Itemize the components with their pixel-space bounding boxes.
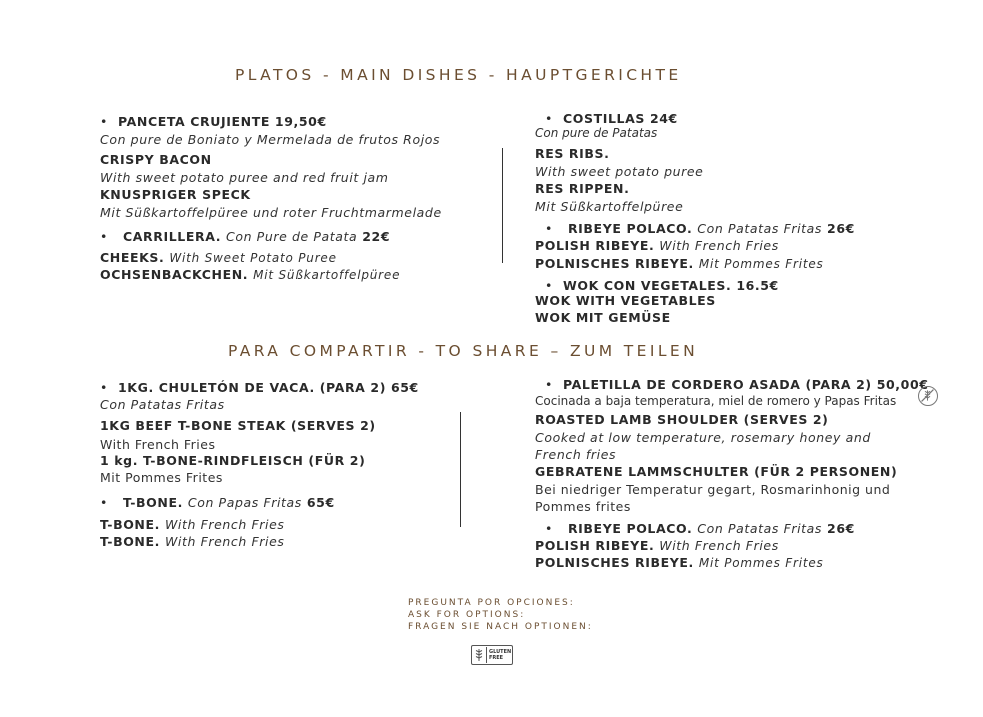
item-line-en <box>100 250 337 265</box>
item-name-en: RES RIBS. <box>535 146 610 161</box>
main-dishes-title: PLATOS - MAIN DISHES - HAUPTGERICHTE <box>235 66 682 84</box>
item-desc-de: Mit Süßkartoffelpüree und roter Fruchtmarmelade <box>100 205 442 220</box>
item-name-en: T-BONE. <box>100 517 160 532</box>
column-divider-bottom <box>460 412 461 527</box>
column-divider-top <box>502 148 503 263</box>
item-name-de: T-BONE. <box>100 534 160 549</box>
item-line-es <box>545 221 855 236</box>
item-desc-es: Con Patatas Fritas <box>100 397 225 412</box>
item-price: 22€ <box>362 229 391 244</box>
item-name-en: CRISPY BACON <box>100 152 212 167</box>
item-line-de <box>100 267 400 282</box>
item-desc-es: Con Papas Fritas <box>187 495 302 510</box>
item-desc-en: With sweet potato puree <box>535 164 704 179</box>
item-desc-es: Cocinada a baja temperatura, miel de romero y Papas Fritas <box>535 394 897 408</box>
item-line-en <box>535 238 779 253</box>
item-desc-es: Con Patatas Fritas <box>697 521 823 536</box>
item-name-de: POLNISCHES RIBEYE. <box>535 256 694 271</box>
item-name: RIBEYE POLACO. <box>567 521 693 536</box>
item-line-es <box>100 495 335 510</box>
item-desc-es: Con Patatas Fritas <box>697 221 823 236</box>
item-desc-de: Mit Süßkartoffelpüree <box>535 199 684 214</box>
item-desc-en: With Sweet Potato Puree <box>169 251 337 265</box>
item-desc-en: With French Fries <box>659 538 779 553</box>
item-desc-de: Mit Pommes Frites <box>698 556 824 570</box>
item-desc-en-line2: French fries <box>535 447 617 462</box>
item-desc-en: With sweet potato puree and red fruit jam <box>100 170 389 185</box>
item-desc-de: Mit Pommes Frites <box>100 470 223 485</box>
item-desc-en: With French Fries <box>100 437 216 452</box>
item-desc-en: With French Fries <box>164 517 285 532</box>
footer-options-es: PREGUNTA POR OPCIONES: <box>408 598 575 608</box>
item-desc-de-line2: Pommes frites <box>535 499 631 514</box>
item-desc-en-line1: Cooked at low temperature, rosemary honey and <box>535 430 871 445</box>
footer-options-en: ASK FOR OPTIONS: <box>408 610 526 620</box>
item-price: 26€ <box>827 221 855 236</box>
footer-options-de: FRAGEN SIE NACH OPTIONEN: <box>408 622 593 632</box>
item-price: 65€ <box>306 495 335 510</box>
item-desc-en: With French Fries <box>659 238 779 253</box>
item-name: • 1KG. CHULETÓN DE VACA. (PARA 2) 65€ <box>100 380 419 395</box>
item-desc-de-line1: Bei niedriger Temperatur gegart, Rosmarinhonig und <box>535 482 891 497</box>
item-name: • WOK CON VEGETALES. 16.5€ <box>545 278 779 293</box>
item-name-de: 1 kg. T-BONE-RINDFLEISCH (FÜR 2) <box>100 453 366 468</box>
item-name-de: GEBRATENE LAMMSCHULTER (FÜR 2 PERSONEN) <box>535 464 898 479</box>
item-line-de <box>535 555 824 570</box>
item-price: 26€ <box>827 521 855 536</box>
item-line-de <box>100 534 284 549</box>
gluten-free-label-2: FREE <box>489 655 504 661</box>
item-name: • PANCETA CRUJIENTE 19,50€ <box>100 114 327 129</box>
item-name: RIBEYE POLACO. <box>567 221 693 236</box>
item-desc-es: Con pure de Boniato y Mermelada de frutos Rojos <box>100 132 441 147</box>
item-desc-de: With French Fries <box>164 534 285 549</box>
item-name: CARRILLERA. <box>122 229 222 244</box>
item-line-en <box>535 538 779 553</box>
item-line-en <box>100 517 284 532</box>
item-name: T-BONE. <box>122 495 183 510</box>
item-desc-es: Con pure de Patatas <box>535 126 658 140</box>
item-name-de: RES RIPPEN. <box>535 181 630 196</box>
wheat-icon <box>472 647 487 663</box>
item-name-de: KNUSPRIGER SPECK <box>100 187 251 202</box>
item-name-en: CHEEKS. <box>100 250 165 265</box>
item-line-es <box>100 229 390 244</box>
item-desc-de: Mit Süßkartoffelpüree <box>253 268 401 282</box>
item-name-de: OCHSENBACKCHEN. <box>100 267 249 282</box>
item-name-de: POLNISCHES RIBEYE. <box>535 555 694 570</box>
to-share-title: PARA COMPARTIR - TO SHARE – ZUM TEILEN <box>228 342 699 360</box>
no-gluten-icon <box>918 386 938 406</box>
item-name: • PALETILLA DE CORDERO ASADA (PARA 2) 50,00€ <box>545 377 929 392</box>
gluten-free-badge-icon <box>471 645 513 665</box>
item-name-en: ROASTED LAMB SHOULDER (SERVES 2) <box>535 412 829 427</box>
item-desc-de: Mit Pommes Frites <box>698 257 824 271</box>
item-name-en: POLISH RIBEYE. <box>535 538 655 553</box>
item-name-en: 1KG BEEF T-BONE STEAK (SERVES 2) <box>100 418 376 433</box>
gluten-free-label-1: GLUTEN <box>489 649 512 655</box>
item-name-en: WOK WITH VEGETABLES <box>535 293 716 308</box>
item-line-de <box>535 256 824 271</box>
item-line-es <box>545 521 855 536</box>
item-name: • COSTILLAS 24€ <box>545 111 678 126</box>
item-desc-es: Con Pure de Patata <box>226 229 358 244</box>
item-name-en: POLISH RIBEYE. <box>535 238 655 253</box>
item-name-de: WOK MIT GEMÜSE <box>535 310 671 325</box>
